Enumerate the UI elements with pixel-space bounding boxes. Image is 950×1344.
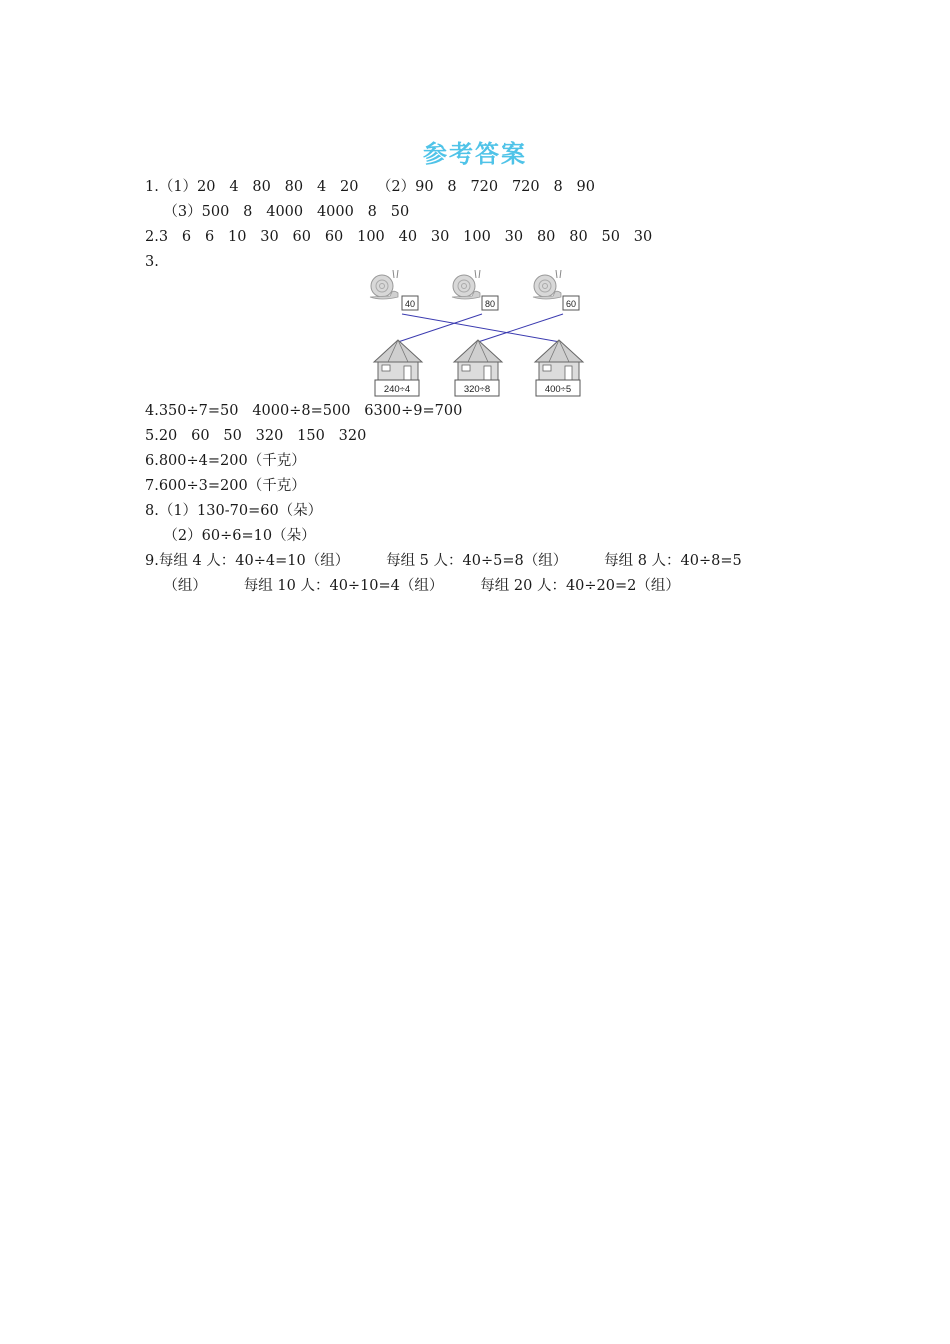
answer-2: 2.3 6 6 10 30 60 60 100 40 30 100 30 80 80 50 30 (145, 229, 653, 245)
match-line (478, 314, 563, 342)
match-line (402, 314, 560, 342)
answer-6: 6.800÷4=200（千克） (145, 453, 306, 469)
answer-8-line-1: 8.（1）130-70=60（朵） (145, 503, 323, 519)
house-label: 240÷4 (383, 384, 411, 395)
answer-5: 5.20 60 50 320 150 320 (145, 428, 367, 444)
house-label: 400÷5 (544, 384, 572, 395)
answer-1-line-1: 1.（1）20 4 80 80 4 20 （2）90 8 720 720 8 90 (145, 179, 595, 195)
answer-9-line-2: （组） 每组 10 人：40÷10=4（组） 每组 20 人：40÷20=2（组） (145, 578, 680, 594)
page-title: 参考答案 (423, 140, 527, 168)
match-line (398, 314, 482, 342)
answer-8-line-2: （2）60÷6=10（朵） (145, 528, 316, 544)
answer-4: 4.350÷7=50 4000÷8=500 6300÷9=700 (145, 403, 463, 419)
snail-label: 60 (565, 299, 577, 309)
answer-1-line-2: （3）500 8 4000 4000 8 50 (145, 204, 410, 220)
answer-9-line-1: 9.每组 4 人：40÷4=10（组） 每组 5 人：40÷5=8（组） 每组 8 人：40÷8=5 (145, 553, 742, 569)
answer-7: 7.600÷3=200（千克） (145, 478, 306, 494)
snail-label: 40 (404, 299, 416, 309)
house-label: 320÷8 (463, 384, 491, 395)
snail-label: 80 (484, 299, 496, 309)
snail-house-matching-figure (360, 266, 600, 400)
answer-3-label: 3. (145, 254, 159, 270)
